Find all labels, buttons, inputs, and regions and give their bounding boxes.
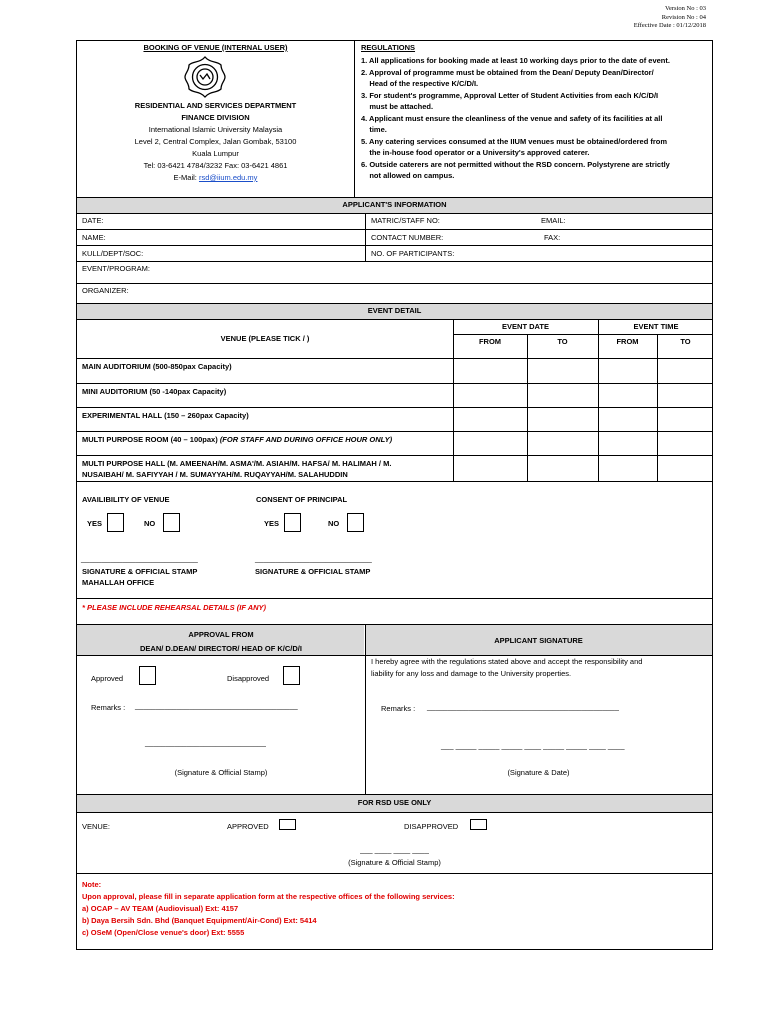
availability-no-checkbox[interactable] [163, 513, 180, 532]
regulation-line: 1. All applications for booking made at least 10 working days prior to the date of event. [361, 56, 670, 65]
email-label[interactable]: EMAIL: [541, 216, 566, 225]
form-title: BOOKING OF VENUE (INTERNAL USER) [143, 43, 288, 52]
rsd-approved-label: APPROVED [227, 822, 269, 831]
venue-multi-purpose-room[interactable]: MULTI PURPOSE ROOM (40 – 100pax) (FOR STAFF AND DURING OFFICE HOUR ONLY) [82, 435, 393, 444]
date-label[interactable]: DATE: [82, 216, 104, 225]
principal-signature-label: SIGNATURE & OFFICIAL STAMP [255, 567, 371, 576]
regulation-line: time. [361, 125, 387, 134]
applicant-signature-title: APPLICANT SIGNATURE [494, 636, 583, 645]
disapproved-checkbox[interactable] [283, 666, 300, 685]
address-line-1: Level 2, Central Complex, Jalan Gombak, 53100 [134, 137, 297, 146]
approval-remarks-label: Remarks : [91, 703, 126, 712]
event-time-header: EVENT TIME [633, 322, 679, 331]
venue-header: VENUE (PLEASE TICK / ) [220, 334, 310, 343]
regulations-list [361, 55, 670, 182]
availability-no-label: NO [144, 519, 156, 528]
event-date-header: EVENT DATE [502, 322, 549, 331]
mahallah-office-label: MAHALLAH OFFICE [82, 578, 155, 587]
event-detail-title: EVENT DETAIL [367, 306, 422, 315]
availability-yes-label: YES [87, 519, 103, 528]
consent-label: CONSENT OF PRINCIPAL [256, 495, 348, 504]
mpr-note: (FOR STAFF AND DURING OFFICE HOUR ONLY) [219, 435, 393, 444]
applicant-signature-line: ___ _____ _____ _____ ____ _____ _____ ____ ____ [441, 741, 625, 750]
regulation-line: 5. Any catering services consumed at the IIUM venues must be obtained/ordered from [361, 136, 668, 146]
rsd-signature-line: ___ ____ ____ ____ [360, 845, 429, 854]
approval-remarks-line[interactable]: _______________________________________ [135, 701, 298, 710]
consent-yes-label: YES [264, 519, 280, 528]
approval-signature-line: _____________________________ [145, 738, 266, 747]
rsd-disapproved-label: DISAPPROVED [404, 822, 459, 831]
rehearsal-note: * PLEASE INCLUDE REHEARSAL DETAILS (IF ANY) [82, 603, 267, 612]
approved-label: Approved [91, 674, 124, 683]
regulation-line: the in-house food operator or a University's approved caterer. [361, 148, 590, 157]
approved-checkbox[interactable] [139, 666, 156, 685]
applicant-info-title: APPLICANT'S INFORMATION [342, 200, 447, 209]
effective-date: Effective Date : 01/12/2018 [633, 22, 706, 29]
principal-signature-line: ____________________________ [255, 554, 372, 563]
note-line-1: Upon approval, please fill in separate application form at the respective offices of the following services: [82, 892, 455, 901]
regulation-line: must be attached. [361, 102, 434, 111]
approval-authority: DEAN/ D.DEAN/ DIRECTOR/ HEAD OF K/C/D/I [140, 644, 302, 653]
iium-logo [183, 55, 227, 99]
name-label[interactable]: NAME: [82, 233, 106, 242]
regulation-line: 4. Applicant must ensure the cleanliness of the venue and safety of its facilities at all [361, 113, 663, 123]
revision-no: Revision No : 04 [661, 13, 706, 21]
division-name: FINANCE DIVISION [181, 113, 250, 122]
address-line-2: Kuala Lumpur [192, 149, 239, 158]
participants-label[interactable]: NO. OF PARTICIPANTS: [371, 249, 455, 258]
note-title: Note: [82, 880, 102, 889]
regulation-line: not allowed on campus. [361, 171, 455, 180]
rsd-approved-checkbox[interactable] [279, 819, 296, 830]
applicant-remarks-label: Remarks : [381, 704, 416, 713]
rsd-stamp-label: (Signature & Official Stamp) [348, 858, 441, 867]
note-line-ocap: a) OCAP – AV TEAM (Audiovisual) Ext: 4157 [82, 904, 239, 913]
contact-number-label[interactable]: CONTACT NUMBER: [371, 233, 444, 242]
email-link[interactable]: rsd@iium.edu.my [198, 173, 258, 182]
agreement-line-2: liability for any loss and damage to the University properties. [371, 669, 572, 678]
applicant-signature-date-label: (Signature & Date) [507, 768, 570, 777]
venue-multi-purpose-hall-line-1[interactable]: MULTI PURPOSE HALL (M. AMEENAH/M. ASMA'/M. ASIAH/M. HAFSA/ M. HALIMAH / M. [82, 459, 392, 468]
applicant-remarks-line[interactable]: ______________________________________________ [427, 702, 619, 711]
note-line-daya-bersih: b) Daya Bersih Sdn. Bhd (Banquet Equipment/Air-Cond) Ext: 5414 [82, 916, 317, 925]
dept-name: RESIDENTIAL AND SERVICES DEPARTMENT [134, 101, 297, 110]
venue-multi-purpose-hall-line-2[interactable]: NUSAIBAH/ M. SAFIYYAH / M. SUMAYYAH/M. RUQAYYAH/M. SALAHUDDIN [82, 470, 348, 479]
regulation-line: 3. For student's programme, Approval Letter of Student Activities from each K/C/D/I [361, 90, 659, 100]
consent-no-label: NO [328, 519, 340, 528]
venue-experimental-hall[interactable]: EXPERIMENTAL HALL (150 – 260pax Capacity) [82, 411, 249, 420]
disapproved-label: Disapproved [227, 674, 270, 683]
regulation-line: 2. Approval of programme must be obtained from the Dean/ Deputy Dean/Director/ [361, 67, 654, 77]
consent-no-checkbox[interactable] [347, 513, 364, 532]
availability-yes-checkbox[interactable] [107, 513, 124, 532]
mahallah-signature-line: ____________________________ [81, 554, 198, 563]
regulation-line: 6. Outside caterers are not permitted without the RSD concern. Polystyrene are strictly [361, 159, 670, 169]
rsd-use-title: FOR RSD USE ONLY [357, 798, 432, 807]
event-program-label[interactable]: EVENT/PROGRAM: [82, 264, 150, 273]
kull-label[interactable]: KULL/DEPT/SOC: [82, 249, 144, 258]
university-name: International Islamic University Malaysia [148, 125, 283, 134]
consent-yes-checkbox[interactable] [284, 513, 301, 532]
venue-mini-auditorium[interactable]: MINI AUDITORIUM (50 -140pax Capacity) [82, 387, 227, 396]
booking-form [76, 40, 713, 950]
contact-tel-fax: Tel: 03-6421 4784/3232 Fax: 03-6421 4861 [143, 161, 288, 170]
version-no: Version No : 03 [665, 5, 706, 12]
approval-stamp-label: (Signature & Official Stamp) [174, 768, 268, 777]
rsd-disapproved-checkbox[interactable] [470, 819, 487, 830]
regulations-title: REGULATIONS [361, 43, 416, 52]
rsd-venue-label[interactable]: VENUE: [82, 822, 110, 831]
contact-email: E-Mail: rsd@iium.edu.my [173, 173, 258, 182]
mahallah-signature-label: SIGNATURE & OFFICIAL STAMP [82, 567, 198, 576]
availability-label: AVAILIBILITY OF VENUE [82, 495, 170, 504]
date-from-header: FROM [478, 337, 502, 346]
regulation-line: Head of the respective K/C/D/I. [361, 79, 479, 88]
date-to-header: TO [557, 337, 568, 346]
time-from-header: FROM [616, 337, 639, 346]
organizer-label[interactable]: ORGANIZER: [82, 286, 129, 295]
time-to-header: TO [680, 337, 691, 346]
version-info [634, 5, 706, 31]
venue-main-auditorium[interactable]: MAIN AUDITORIUM (500-850pax Capacity) [82, 362, 232, 371]
matric-label[interactable]: MATRIC/STAFF NO: [371, 216, 440, 225]
agreement-line-1: I hereby agree with the regulations stated above and accept the responsibility and [371, 657, 643, 666]
note-line-osem: c) OSeM (Open/Close venue's door) Ext: 5555 [82, 928, 245, 937]
fax-label[interactable]: FAX: [544, 233, 561, 242]
approval-title: APPROVAL FROM [188, 630, 254, 639]
